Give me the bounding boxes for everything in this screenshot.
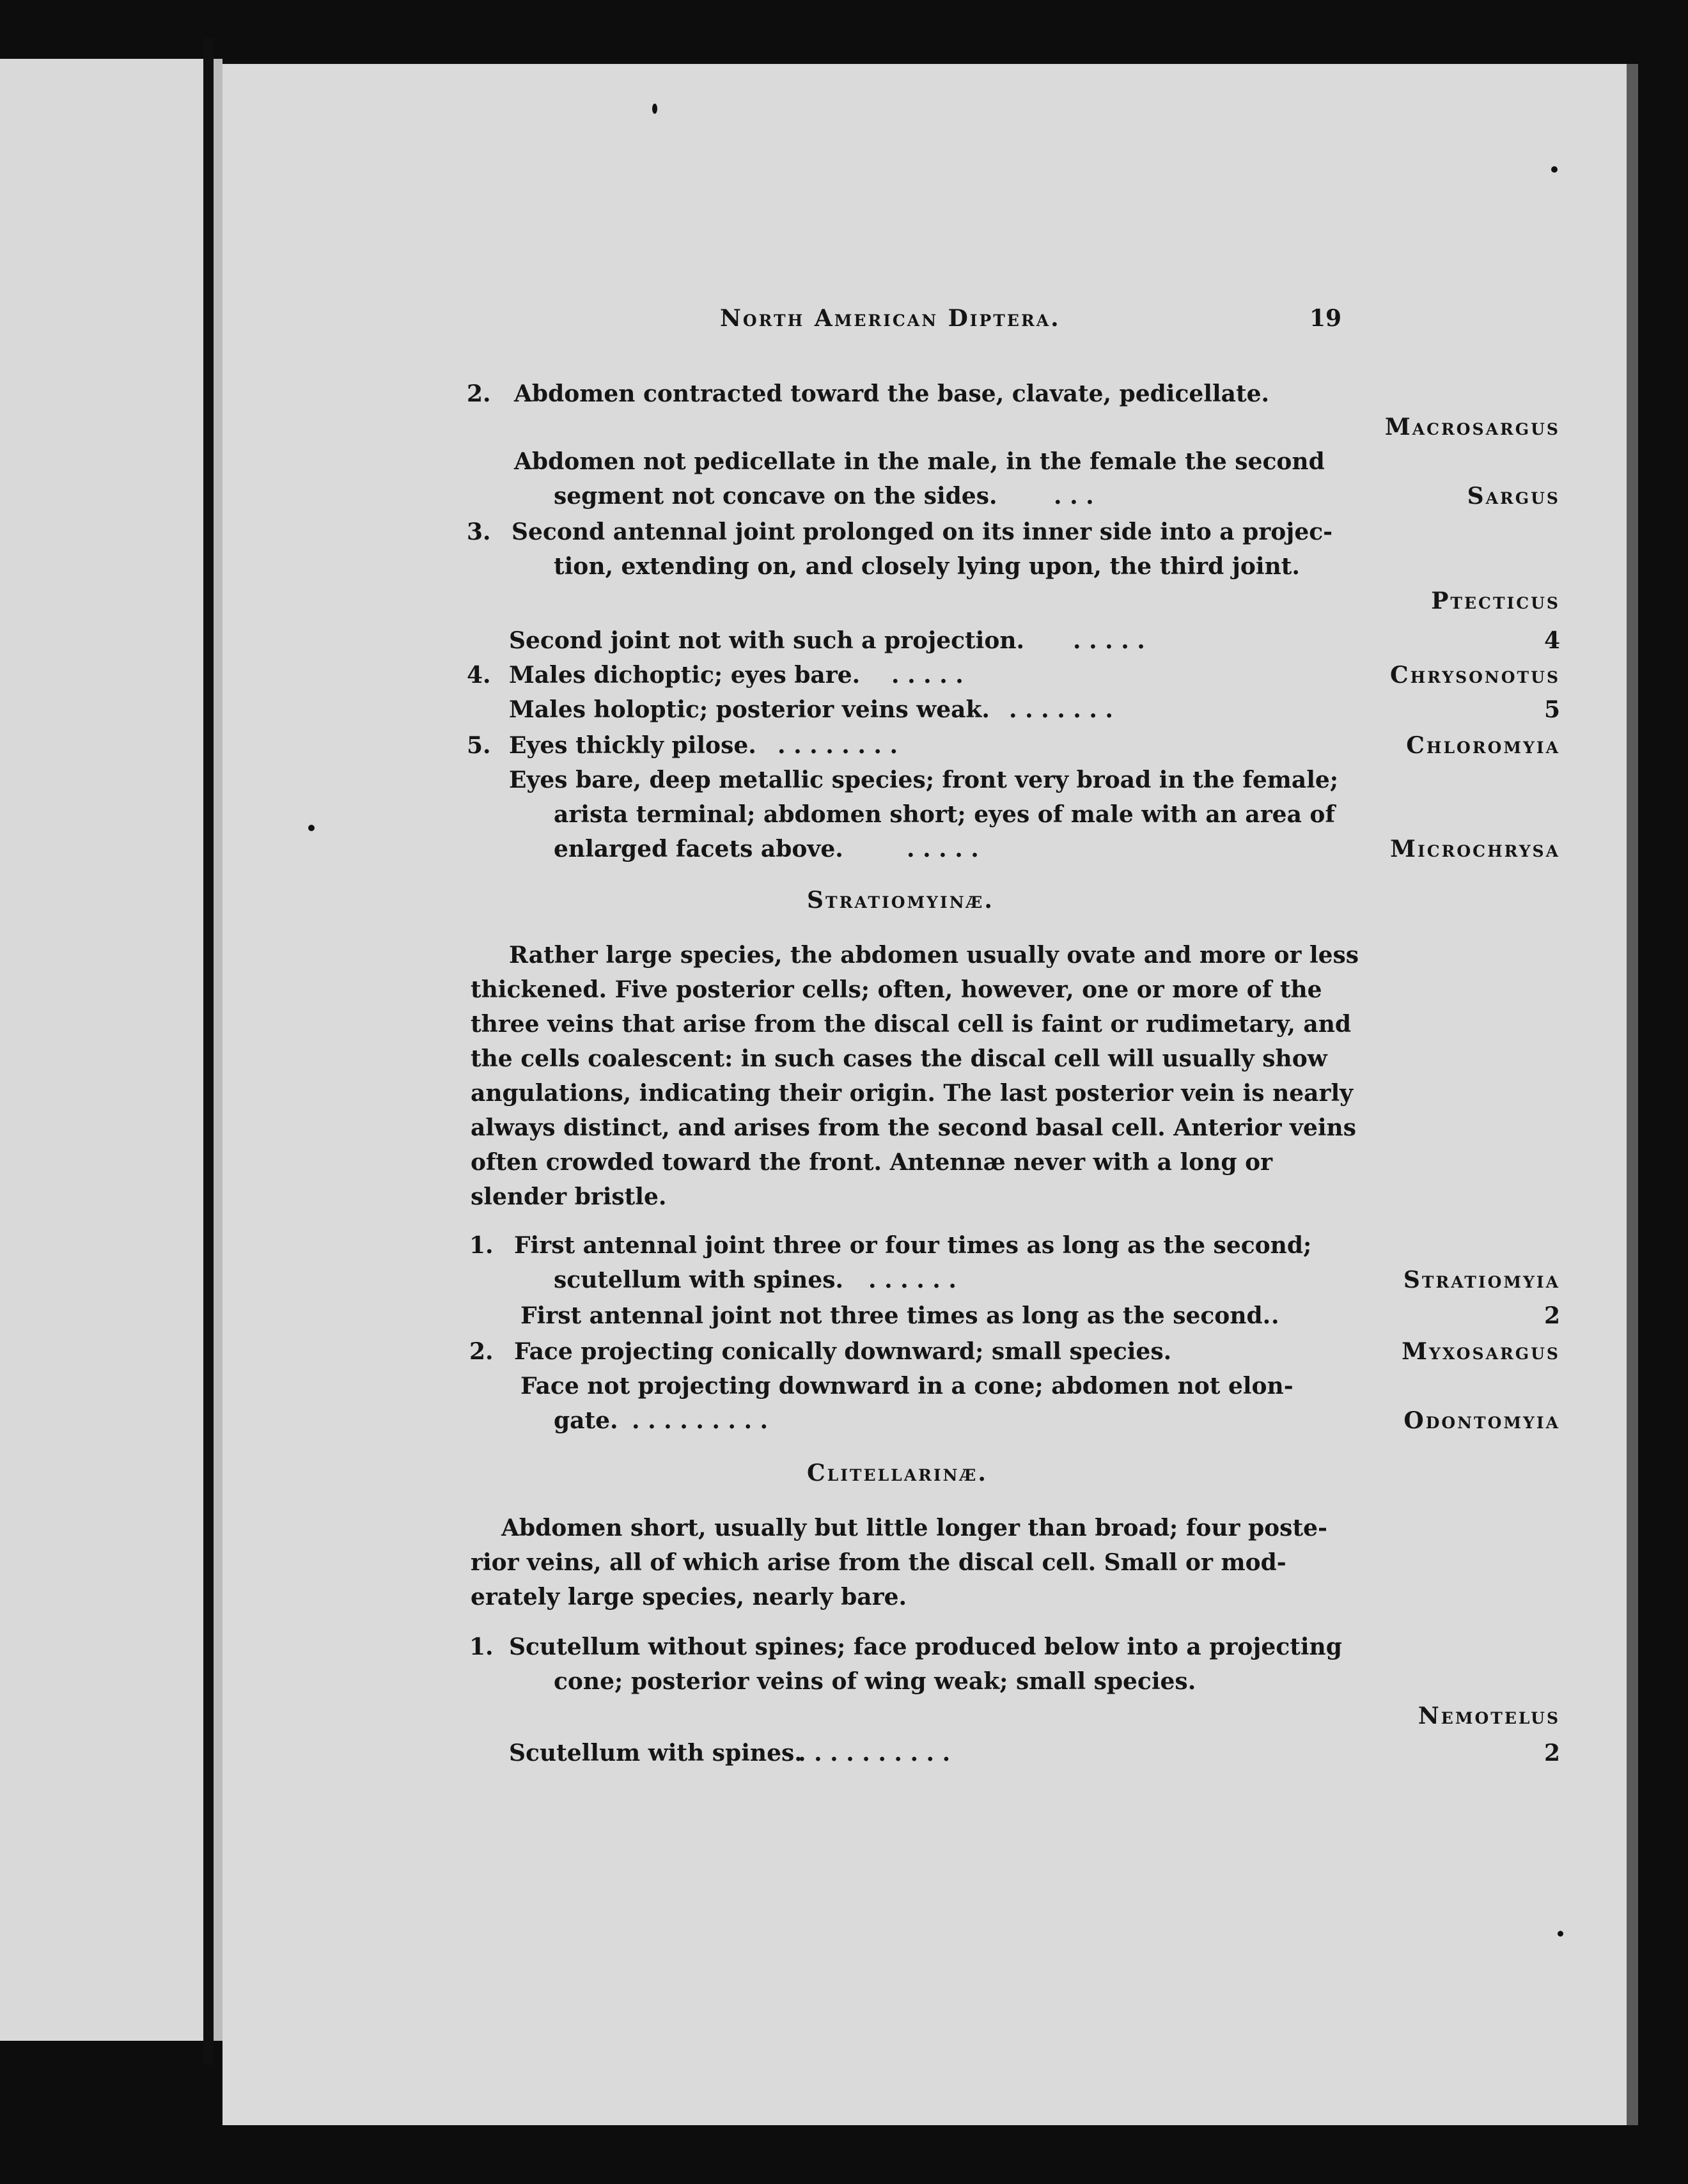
scan-speck (652, 104, 657, 114)
key-reference: 4 (1543, 627, 1560, 654)
scan-speck (1551, 166, 1558, 173)
facing-page-edge (0, 59, 211, 2041)
genus-name: Nemotelus (1418, 1703, 1560, 1729)
genus-name: Myxosargus (1402, 1338, 1560, 1365)
couplet-text: Males holoptic; posterior veins weak. (509, 696, 990, 723)
genus-name: Sargus (1467, 483, 1560, 510)
paragraph-line: thickened. Five posterior cells; often, however, one or more of the (471, 976, 1322, 1003)
couplet-number: 2. (467, 380, 491, 407)
couplet-text: First antennal joint three or four times as long as the second; (514, 1232, 1312, 1259)
key-reference: 5 (1543, 696, 1560, 723)
couplet-number: 4. (467, 662, 491, 689)
paragraph-line: slender bristle. (471, 1183, 667, 1210)
couplet-text: gate. (554, 1407, 618, 1434)
genus-name: Stratiomyia (1403, 1267, 1560, 1293)
couplet-text: First antennal joint not three times as long as the second. (520, 1302, 1271, 1329)
paragraph-line: Rather large species, the abdomen usually ovate and more or less (509, 942, 1359, 969)
couplet-text: Scutellum with spines. (509, 1740, 802, 1767)
paragraph-line: Abdomen short, usually but little longer than broad; four poste- (501, 1515, 1327, 1541)
leader-dots: . . . . . (891, 662, 964, 689)
leader-dots: . . . . . (1073, 627, 1145, 654)
paragraph-line: rior veins, all of which arise from the discal cell. Small or mod- (471, 1549, 1286, 1576)
leader-dots: . . . . . . . . . (632, 1407, 769, 1434)
couplet-text: scutellum with spines. (554, 1267, 844, 1293)
couplet-number: 1. (469, 1232, 494, 1259)
page-content (223, 64, 1627, 2125)
couplet-text: cone; posterior veins of wing weak; small species. (554, 1668, 1196, 1695)
key-reference: 2 (1543, 1740, 1560, 1767)
running-title: North American Diptera. (720, 305, 1061, 332)
page-number: 19 (1309, 305, 1342, 332)
leader-dots: . . . (1054, 483, 1094, 510)
genus-name: Chrysonotus (1389, 662, 1560, 689)
page-edge (1627, 64, 1638, 2125)
paragraph-line: always distinct, and arises from the second basal cell. Anterior veins (471, 1114, 1356, 1141)
couplet-number: 5. (467, 732, 491, 759)
gutter-shadow (214, 59, 223, 2041)
paragraph-line: three veins that arise from the discal cell is faint or rudimetary, and (471, 1011, 1352, 1038)
couplet-text: segment not concave on the sides. (554, 483, 997, 510)
scan-speck (308, 825, 315, 831)
genus-name: Odontomyia (1403, 1407, 1560, 1434)
leader-dots: . (1271, 1302, 1279, 1329)
couplet-number: 2. (469, 1338, 494, 1365)
page (223, 64, 1627, 2125)
leader-dots: . . . . . . . (1009, 696, 1113, 723)
section-heading: Clitellarinæ. (807, 1460, 988, 1486)
couplet-text: Abdomen contracted toward the base, clavate, pedicellate. (514, 380, 1270, 407)
couplet-text: Second antennal joint prolonged on its inner side into a projec- (512, 519, 1333, 545)
couplet-text: Face not projecting downward in a cone; abdomen not elon- (520, 1373, 1293, 1400)
leader-dots: . . . . . . . . . . (798, 1740, 951, 1767)
genus-name: Macrosargus (1384, 414, 1560, 441)
couplet-text: Face projecting conically downward; small species. (514, 1338, 1172, 1365)
couplet-number: 3. (467, 519, 491, 545)
couplet-text: Males dichoptic; eyes bare. (509, 662, 861, 689)
couplet-text: tion, extending on, and closely lying upon, the third joint. (554, 553, 1300, 580)
key-reference: 2 (1543, 1302, 1560, 1329)
paragraph-line: the cells coalescent: in such cases the discal cell will usually show (471, 1045, 1327, 1072)
couplet-text: Eyes bare, deep metallic species; front very broad in the female; (509, 767, 1339, 793)
leader-dots: . . . . . (907, 836, 979, 862)
couplet-text: enlarged facets above. (554, 836, 843, 862)
leader-dots: . . . . . . (868, 1267, 957, 1293)
genus-name: Chloromyia (1406, 732, 1560, 759)
couplet-number: 1. (469, 1634, 494, 1660)
genus-name: Ptecticus (1431, 588, 1560, 614)
paragraph-line: angulations, indicating their origin. The last posterior vein is nearly (471, 1080, 1354, 1107)
paragraph-line: erately large species, nearly bare. (471, 1584, 907, 1611)
couplet-text: Scutellum without spines; face produced below into a projecting (509, 1634, 1342, 1660)
couplet-text: Abdomen not pedicellate in the male, in the female the second (514, 448, 1325, 475)
section-heading: Stratiomyinæ. (807, 887, 994, 914)
couplet-text: Second joint not with such a projection. (509, 627, 1025, 654)
paragraph-line: often crowded toward the front. Antennæ never with a long or (471, 1149, 1273, 1176)
couplet-text: arista terminal; abdomen short; eyes of male with an area of (554, 801, 1335, 828)
genus-name: Microchrysa (1390, 836, 1560, 862)
scan-speck (1558, 1931, 1563, 1937)
leader-dots: . . . . . . . . (778, 732, 898, 759)
couplet-text: Eyes thickly pilose. (509, 732, 756, 759)
book-spine (203, 38, 214, 2065)
